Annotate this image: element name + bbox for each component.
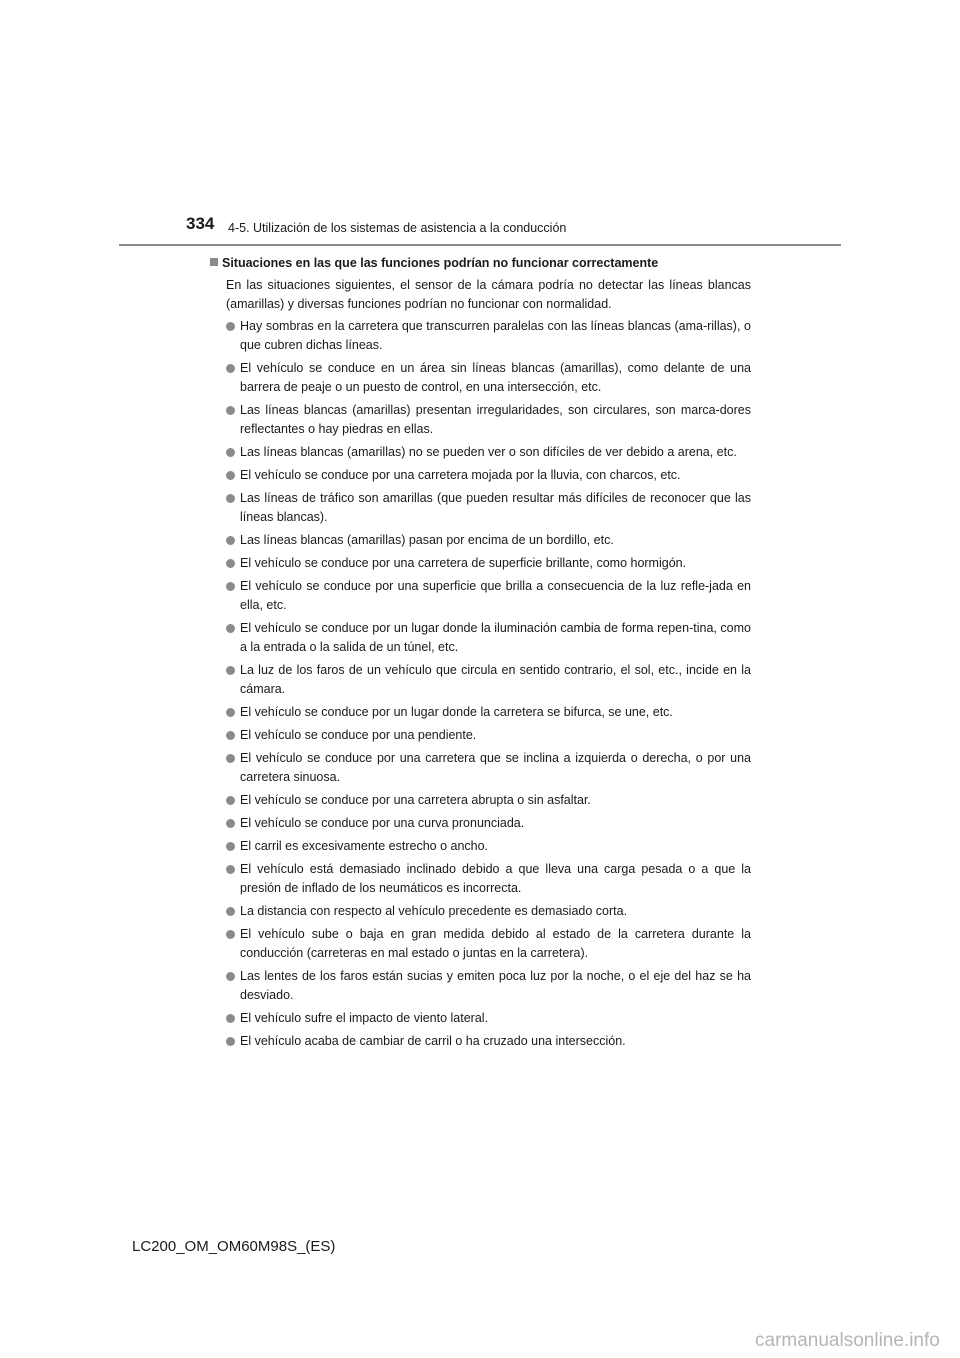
section-heading [210, 254, 751, 273]
list-item-text: El vehículo se conduce por una carretera abrupta o sin asfaltar. [240, 793, 591, 807]
list-item [226, 837, 751, 856]
list-item [226, 814, 751, 833]
list-item-text: El vehículo se conduce por un lugar donde la carretera se bifurca, se une, etc. [240, 705, 673, 719]
situation-list [226, 317, 751, 1051]
list-item [226, 860, 751, 898]
circle-bullet-icon [226, 972, 235, 981]
circle-bullet-icon [226, 708, 235, 717]
list-item [226, 619, 751, 657]
section-heading-text: Situaciones en las que las funciones podrían no funcionar correctamente [222, 256, 659, 270]
list-item [226, 1032, 751, 1051]
section-content [210, 254, 751, 1055]
list-item-text: El vehículo se conduce por un lugar donde la iluminación cambia de forma repen-tina, como a la entrada o la salida de un túnel, etc. [240, 621, 751, 654]
circle-bullet-icon [226, 322, 235, 331]
circle-bullet-icon [226, 494, 235, 503]
list-item [226, 577, 751, 615]
list-item-text: El vehículo se conduce por una pendiente. [240, 728, 477, 742]
circle-bullet-icon [226, 842, 235, 851]
list-item [226, 703, 751, 722]
circle-bullet-icon [226, 819, 235, 828]
list-item [226, 902, 751, 921]
list-item-text: El vehículo se conduce por una superficie que brilla a consecuencia de la luz refle-jada en ella, etc. [240, 579, 751, 612]
list-item-text: El vehículo se conduce por una carretera que se inclina a izquierda o derecha, o por una carretera sinuosa. [240, 751, 751, 784]
list-item-text: La luz de los faros de un vehículo que circula en sentido contrario, el sol, etc., incide en la cámara. [240, 663, 751, 696]
list-item-text: La distancia con respecto al vehículo precedente es demasiado corta. [240, 904, 628, 918]
chapter-title: 4-5. Utilización de los sistemas de asistencia a la conducción [228, 221, 567, 235]
square-bullet-icon [210, 258, 218, 266]
list-item [226, 925, 751, 963]
list-item-text: Hay sombras en la carretera que transcurren paralelas con las líneas blancas (ama-rillas), o que cubren dichas líneas. [240, 319, 751, 352]
circle-bullet-icon [226, 731, 235, 740]
list-item-text: El vehículo se conduce por una carretera de superficie brillante, como hormigón. [240, 556, 687, 570]
list-item [226, 489, 751, 527]
watermark: carmanualsonline.info [755, 1330, 940, 1351]
list-item-text: Las líneas blancas (amarillas) presentan irregularidades, son circulares, son marca-dores reflectantes o hay piedras en ellas. [240, 403, 751, 436]
list-item-text: Las líneas de tráfico son amarillas (que pueden resultar más difíciles de reconocer que las líneas blancas). [240, 491, 751, 524]
list-item-text: Las líneas blancas (amarillas) pasan por encima de un bordillo, etc. [240, 533, 614, 547]
circle-bullet-icon [226, 536, 235, 545]
circle-bullet-icon [226, 796, 235, 805]
circle-bullet-icon [226, 559, 235, 568]
list-item [226, 531, 751, 550]
list-item [226, 359, 751, 397]
circle-bullet-icon [226, 406, 235, 415]
list-item [226, 726, 751, 745]
circle-bullet-icon [226, 666, 235, 675]
list-item [226, 749, 751, 787]
list-item-text: El vehículo sube o baja en gran medida debido al estado de la carretera durante la conducción (carreteras en mal estado o juntas en la carretera). [240, 927, 751, 960]
list-item [226, 466, 751, 485]
circle-bullet-icon [226, 1014, 235, 1023]
page-number: 334 [186, 214, 215, 233]
circle-bullet-icon [226, 865, 235, 874]
list-item [226, 967, 751, 1005]
list-item-text: El vehículo acaba de cambiar de carril o ha cruzado una intersección. [240, 1034, 626, 1048]
circle-bullet-icon [226, 907, 235, 916]
list-item [226, 317, 751, 355]
list-item [226, 791, 751, 810]
list-item [226, 1009, 751, 1028]
circle-bullet-icon [226, 582, 235, 591]
circle-bullet-icon [226, 471, 235, 480]
list-item [226, 401, 751, 439]
document-code: LC200_OM_OM60M98S_(ES) [132, 1238, 336, 1255]
circle-bullet-icon [226, 1037, 235, 1046]
list-item-text: El vehículo está demasiado inclinado debido a que lleva una carga pesada o a que la presión de inflado de los neumáticos es incorrecta. [240, 862, 751, 895]
list-item-text: Las líneas blancas (amarillas) no se pueden ver o son difíciles de ver debido a arena, etc. [240, 445, 737, 459]
circle-bullet-icon [226, 754, 235, 763]
list-item-text: El carril es excesivamente estrecho o ancho. [240, 839, 489, 853]
list-item-text: El vehículo se conduce por una curva pronunciada. [240, 816, 525, 830]
circle-bullet-icon [226, 624, 235, 633]
circle-bullet-icon [226, 448, 235, 457]
circle-bullet-icon [226, 930, 235, 939]
list-item [226, 554, 751, 573]
list-item [226, 443, 751, 462]
list-item-text: Las lentes de los faros están sucias y emiten poca luz por la noche, o el eje del haz se ha desviado. [240, 969, 751, 1002]
list-item-text: El vehículo se conduce en un área sin líneas blancas (amarillas), como delante de una barrera de peaje o un puesto de control, en una intersección, etc. [240, 361, 751, 394]
list-item-text: El vehículo sufre el impacto de viento lateral. [240, 1011, 489, 1025]
circle-bullet-icon [226, 364, 235, 373]
list-item-text: El vehículo se conduce por una carretera mojada por la lluvia, con charcos, etc. [240, 468, 681, 482]
header-divider [119, 244, 841, 246]
list-item [226, 661, 751, 699]
section-intro: En las situaciones siguientes, el sensor de la cámara podría no detectar las líneas blancas (amarillas) y diversas funciones podrían no funcionar con normalidad. [226, 278, 751, 311]
